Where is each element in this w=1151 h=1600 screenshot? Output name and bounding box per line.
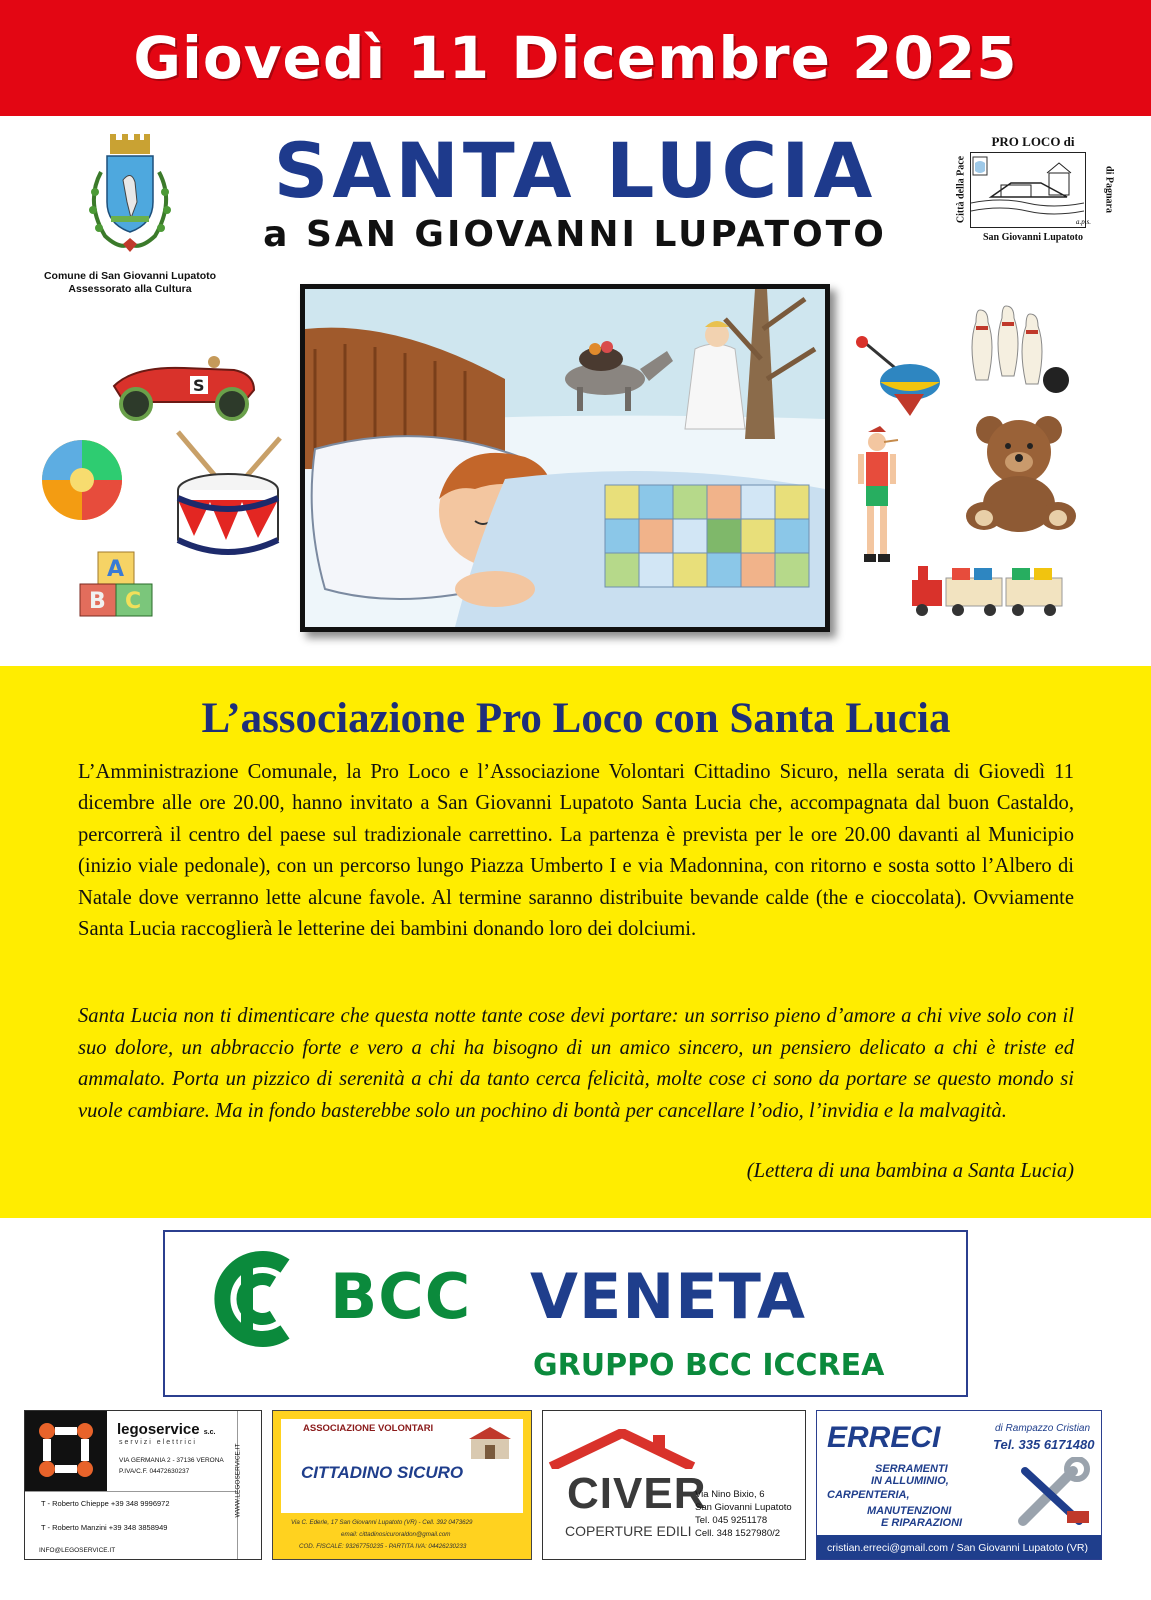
sleeping-child-illustration bbox=[300, 284, 830, 632]
wrench-icon bbox=[1013, 1457, 1095, 1536]
civer-tag: COPERTURE EDILI bbox=[565, 1523, 692, 1539]
drum-icon bbox=[170, 428, 290, 573]
sponsor-civer bbox=[542, 1410, 806, 1560]
proloco-side-left: Città della Pace bbox=[955, 155, 967, 224]
proloco-title: PRO LOCO di bbox=[991, 134, 1075, 149]
lego-contact-2: T - Roberto Manzini +39 348 3858949 bbox=[41, 1523, 168, 1532]
civer-cell: Cell. 348 1527980/2 bbox=[695, 1528, 781, 1539]
cs-address: Via C. Ederle, 17 San Giovanni Lupatoto (VR) - Cell. 392 0473629 bbox=[291, 1519, 473, 1526]
proloco-picture-frame bbox=[970, 152, 1086, 228]
svg-text:A: A bbox=[107, 557, 125, 582]
church-icon bbox=[467, 1421, 513, 1466]
comune-office: Assessorato alla Cultura bbox=[68, 283, 192, 295]
erreci-tel: Tel. 335 6171480 bbox=[993, 1437, 1095, 1452]
lego-logo-icon bbox=[25, 1411, 107, 1491]
coat-of-arms-icon bbox=[75, 132, 185, 260]
svg-text:C: C bbox=[125, 589, 142, 614]
sponsor-cittadino-sicuro bbox=[272, 1410, 532, 1560]
proloco-aps: a.p.s. bbox=[1076, 218, 1091, 226]
civer-town: San Giovanni Lupatoto bbox=[695, 1502, 792, 1513]
erreci-footer: cristian.erreci@gmail.com / San Giovanni Lupatoto (VR) bbox=[827, 1542, 1089, 1554]
illustration-scene bbox=[305, 289, 825, 627]
lego-name bbox=[117, 1421, 215, 1438]
teddy-bear-icon bbox=[962, 412, 1080, 543]
comune-logo bbox=[30, 132, 230, 296]
lego-divider bbox=[25, 1491, 237, 1492]
lego-tagline: servizi elettrici bbox=[119, 1439, 197, 1446]
lego-suffix: s.c. bbox=[203, 1429, 216, 1436]
article-title: L’associazione Pro Loco con Santa Lucia bbox=[201, 695, 951, 742]
civer-name: CIVER bbox=[567, 1469, 707, 1518]
roof-icon bbox=[547, 1429, 697, 1474]
pinocchio-icon bbox=[854, 426, 900, 581]
cs-email: email: cittadinosicuroraldon@gmail.com bbox=[341, 1531, 451, 1538]
erreci-service-5: E RIPARAZIONI bbox=[881, 1517, 963, 1529]
erreci-service-3: CARPENTERIA, bbox=[827, 1489, 910, 1501]
erreci-service-4: MANUTENZIONI bbox=[867, 1505, 952, 1517]
event-title: SANTA LUCIA bbox=[273, 126, 877, 215]
village-sketch-icon bbox=[971, 153, 1084, 226]
bank-name-veneta: VENETA bbox=[530, 1260, 807, 1333]
bcc-logo-icon bbox=[201, 1244, 311, 1354]
event-subtitle: a SAN GIOVANNI LUPATOTO bbox=[263, 214, 887, 255]
lego-brand: legoservice bbox=[117, 1421, 200, 1438]
spinning-top-icon bbox=[854, 336, 944, 425]
comune-name: Comune di San Giovanni Lupatoto bbox=[43, 270, 217, 282]
lego-email: INFO@LEGOSERVICE.IT bbox=[39, 1547, 116, 1554]
ball-icon bbox=[40, 438, 124, 527]
abc-blocks-icon bbox=[76, 548, 160, 625]
svg-text:B: B bbox=[89, 589, 106, 614]
toy-car-icon bbox=[104, 346, 260, 431]
civer-address: Via Nino Bixio, 6 bbox=[695, 1489, 765, 1500]
poem-signature: (Lettera di una bambina a Santa Lucia) bbox=[746, 1160, 1074, 1182]
erreci-service-1: SERRAMENTI bbox=[875, 1463, 948, 1475]
bank-group: GRUPPO BCC ICCREA bbox=[533, 1348, 885, 1383]
cs-org: ASSOCIAZIONE VOLONTARI bbox=[303, 1423, 434, 1434]
lego-website: WWW.LEGOSERVICE.IT bbox=[234, 1443, 242, 1518]
erreci-owner: di Rampazzo Cristian bbox=[995, 1423, 1091, 1434]
lego-contact-1: T - Roberto Chieppe +39 348 9996972 bbox=[41, 1499, 170, 1508]
erreci-name: ERRECI bbox=[827, 1421, 941, 1454]
date-banner bbox=[0, 0, 1151, 116]
bcc-veneta-banner bbox=[163, 1230, 968, 1397]
proloco-logo bbox=[955, 134, 1115, 248]
sponsor-erreci bbox=[816, 1410, 1102, 1560]
proloco-town: San Giovanni Lupatoto bbox=[982, 232, 1084, 243]
cs-fiscal: COD. FISCALE: 93267750235 - PARTITA IVA: 04426230233 bbox=[299, 1543, 467, 1550]
article-poem: Santa Lucia non ti dimenticare che questa notte tante cose devi portare: un sorriso pieno d’amore a chi vive solo con il suo dolore, un abbraccio forte e vero a chi ha bisogno di un amico sincero, un pensiero delicato a chi è triste ed ammalato. Porta un pizzico di serenità a chi da tanto cerca felicità, molte cose ci sono da portare se questo mondo si vuole cambiare. Ma in fondo basterebbe solo un pochino di bontà per cancellare l’odio, l’invidia e la malvagità. bbox=[78, 1005, 1074, 1122]
bank-name-bcc: BCC bbox=[330, 1260, 472, 1333]
civer-tel: Tel. 045 9251178 bbox=[695, 1515, 768, 1526]
lego-address: VIA GERMANIA 2 - 37136 VERONA bbox=[119, 1457, 224, 1464]
toy-train-icon bbox=[908, 560, 1068, 625]
proloco-side-right: di Pagnara bbox=[1103, 166, 1115, 213]
svg-text:S: S bbox=[193, 376, 205, 395]
article-body: L’Amministrazione Comunale, la Pro Loco e l’Associazione Volontari Cittadino Sicuro, nella serata di Giovedì 11 dicembre alle ore 20.00, hanno invitato a San Giovanni Lupatoto Santa Lucia che, accompagnata dal buon Castaldo, percorrerà il centro del paese sul tradizionale carrettino. La partenza è prevista per le ore 20.00 davanti al Municipio (inizio viale pedonale), con un percorso lungo Piazza Umberto I e via Madonnina, con ritorno e sosta sotto l’Albero di Natale dove verranno lette alcune favole. Al termine saranno distribuite bevande calde (the e cioccolata). Ovviamente Santa Lucia raccoglierà le letterine dei bambini donando loro dei dolciumi. bbox=[78, 761, 1074, 941]
bowling-pins-icon bbox=[966, 304, 1070, 401]
lego-piva: P.IVA/C.F. 04472630237 bbox=[119, 1468, 190, 1475]
sponsor-legoservice bbox=[24, 1410, 262, 1560]
cs-name: CITTADINO SICURO bbox=[301, 1463, 464, 1482]
erreci-service-2: IN ALLUMINIO, bbox=[871, 1475, 949, 1487]
event-date: Giovedì 11 Dicembre 2025 bbox=[133, 24, 1018, 92]
